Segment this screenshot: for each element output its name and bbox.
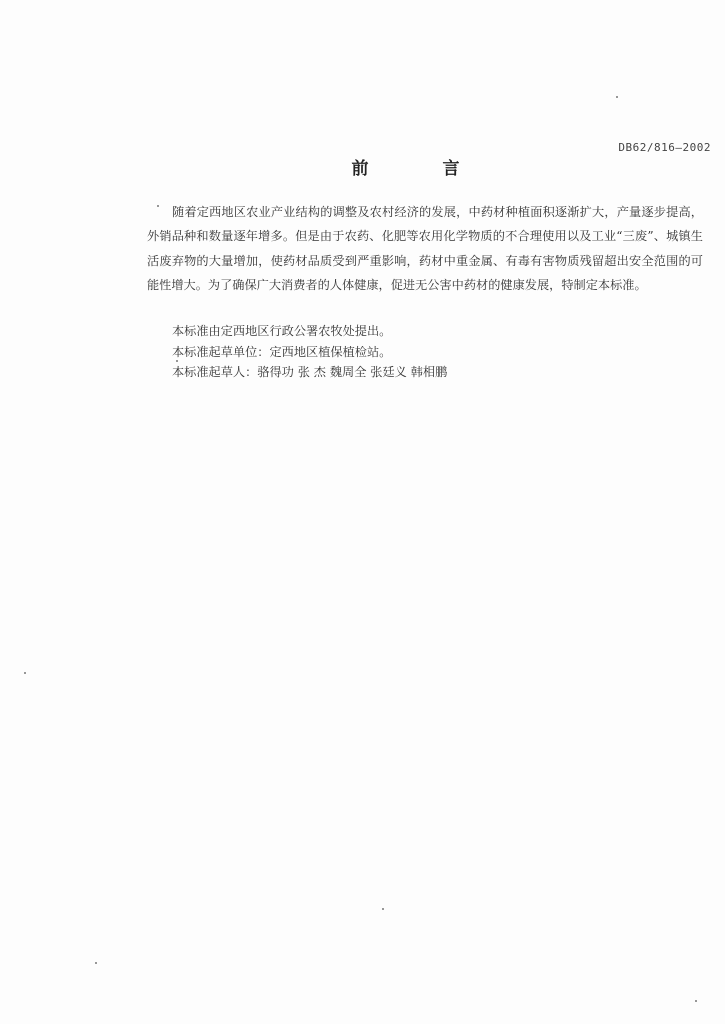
- scan-speck: [695, 1000, 697, 1002]
- scan-speck: [616, 96, 618, 98]
- scan-speck: [176, 360, 178, 362]
- scan-speck: [157, 205, 159, 207]
- scan-speck: [24, 672, 26, 674]
- document-code: DB62/816—2002: [618, 141, 711, 154]
- scan-speck: [95, 962, 97, 964]
- drafters-line: 本标准起草人：骆得功 张 杰 魏周全 张廷义 韩相鹏: [172, 365, 448, 379]
- drafting-unit-line: 本标准起草单位：定西地区植保植检站。: [172, 345, 392, 359]
- page-title: 前 言: [351, 159, 494, 179]
- scan-speck: [382, 908, 384, 910]
- foreword-paragraph: 随着定西地区农业产业结构的调整及农村经济的发展，中药材种植面积逐渐扩大，产量逐步提高，外销品种和数量逐年增多。但是由于农药、化肥等农用化学物质的不合理使用以及工业“三废”、城镇生活废弃物的大量增加，使药材品质受到严重影响，药材中重金属、有毒有害物质残留超出安全范围的可能性增大。为了确保广大消费者的人体健康，促进无公害中药材的健康发展，特制定本标准。: [147, 205, 703, 292]
- proposer-line: 本标准由定西地区行政公署农牧处提出。: [172, 324, 392, 338]
